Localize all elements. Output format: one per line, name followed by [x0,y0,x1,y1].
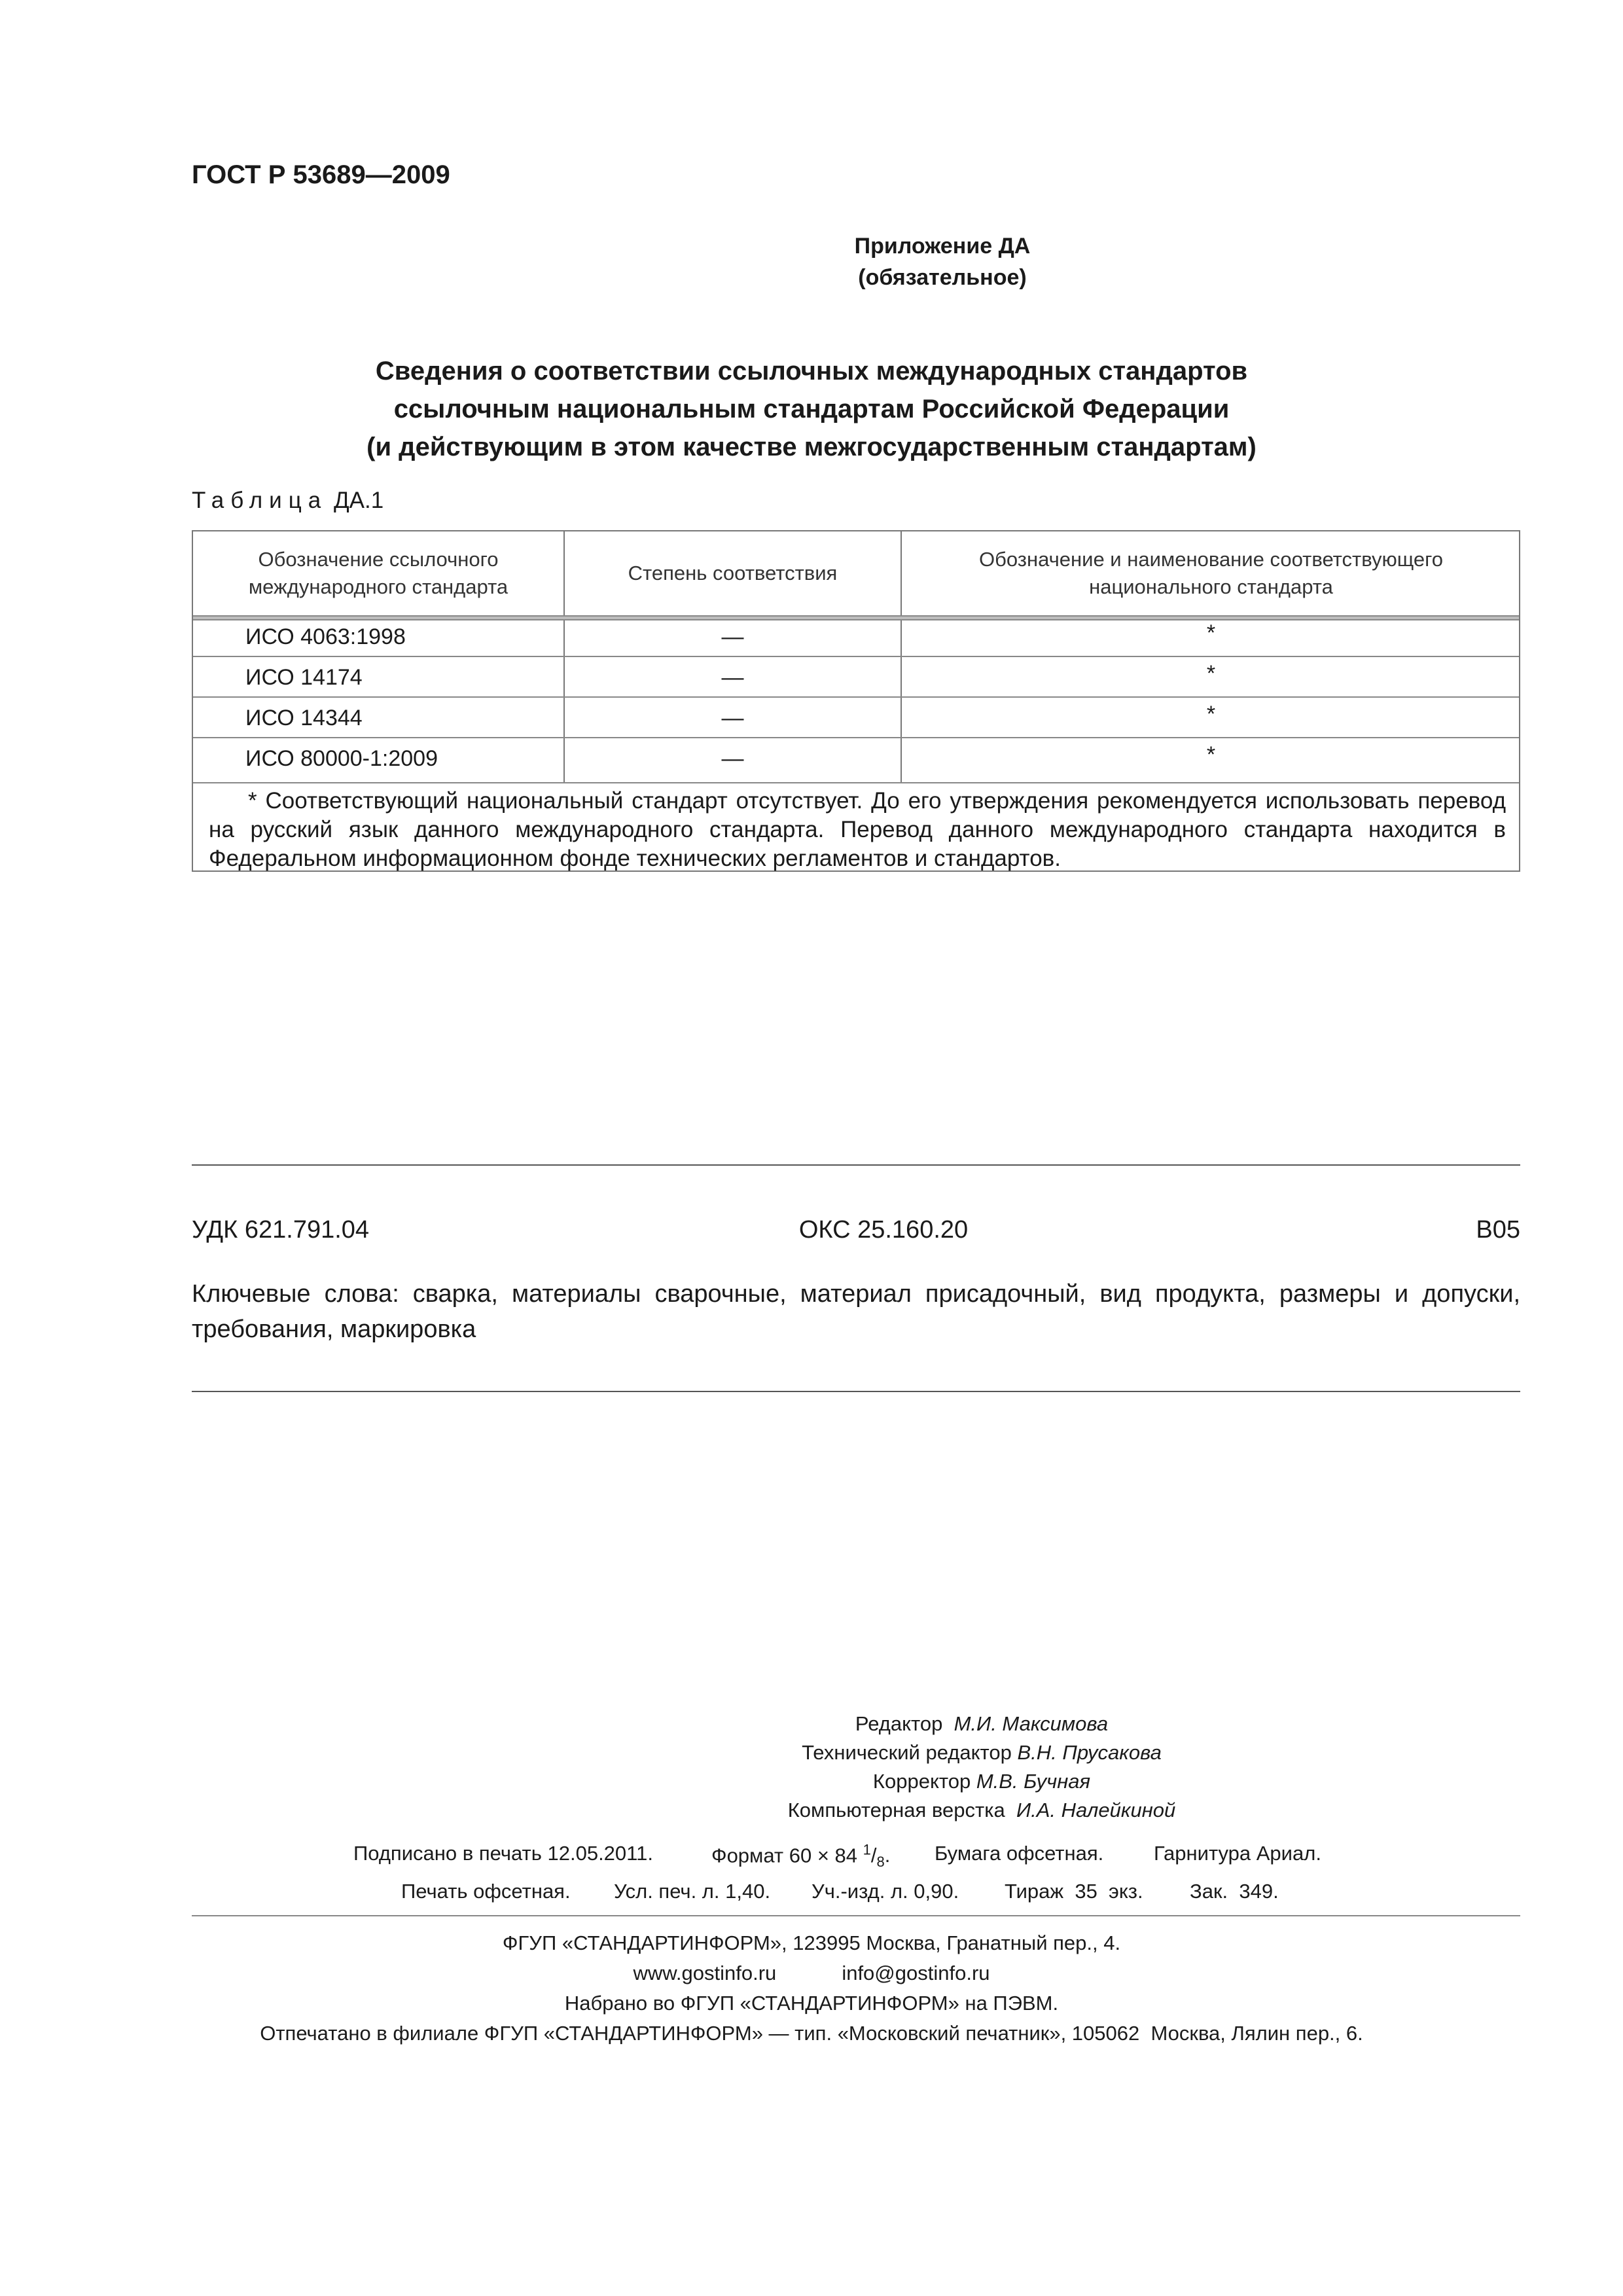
divider-bottom [192,1915,1520,1916]
table-caption [192,488,383,514]
format-label: Формат 60 × 84 [711,1844,858,1867]
table-caption-number: ДА.1 [333,488,384,513]
table-header-designation: Обозначение ссылочного международного стандарта [248,548,508,598]
divider-top [192,1164,1520,1166]
publisher-contacts [0,1958,1623,1988]
heading-line-3: (и действующим в этом качестве межгосударственным стандартам) [366,433,1257,461]
table-row-divider [193,737,1519,738]
section-heading [196,352,1427,466]
print-uch: Уч.-изд. л. 0,90. [812,1880,959,1903]
table-header-separator [193,615,1519,620]
annex-status: (обязательное) [858,265,1027,290]
credit-name: В.Н. Прусакова [1017,1741,1162,1764]
fraction-numerator: 1 [863,1842,871,1858]
keywords: Ключевые слова: сварка, материалы сварочные, материал присадочный, вид продукта, размеры и допуски, требования, маркировка [192,1280,1520,1343]
row-designation: ИСО 80000-1:2009 [245,746,438,771]
table-header-degree: Степень соответствия [628,562,838,584]
print-format [711,1842,890,1871]
row-national: * [1206,620,1216,645]
credit-name: М.В. Бучная [976,1770,1091,1793]
row-national: * [1206,661,1216,686]
document-id: ГОСТ Р 53689—2009 [192,160,450,189]
credit-label: Редактор [855,1712,943,1735]
format-fraction: $^1/_8$. [863,1842,891,1871]
correspondence-table [192,530,1520,872]
table-header-national: Обозначение и наименование соответствующего национального стандарта [978,548,1444,598]
print-method: Печать офсетная. [401,1880,571,1903]
heading-line-2: ссылочным национальным стандартам Российской Федерации [393,395,1230,423]
credit-label: Корректор [872,1770,971,1793]
credit-layout [589,1796,1374,1825]
row-degree: — [721,746,744,771]
row-degree: — [721,665,744,690]
oks-code: ОКС 25.160.20 [798,1216,969,1244]
credit-name: М.И. Максимова [954,1712,1109,1735]
heading-line-1: Сведения о соответствии ссылочных международных стандартов [375,357,1248,386]
table-row-divider [193,696,1519,698]
print-paper: Бумага офсетная. [935,1842,1104,1865]
publisher-address: ФГУП «СТАНДАРТИНФОРМ», 123995 Москва, Гранатный пер., 4. [502,1931,1121,1954]
publisher-website[interactable]: www.gostinfo.ru [633,1962,777,1984]
credits-block [589,1710,1374,1825]
credit-tech-editor [589,1738,1374,1767]
row-national: * [1206,702,1216,726]
row-designation: ИСО 14344 [245,706,363,730]
table-row-divider [193,782,1519,783]
row-national: * [1206,742,1216,767]
classification-code: В05 [1476,1216,1520,1244]
udk-code: УДК 621.791.04 [192,1216,370,1244]
publisher-printed: Отпечатано в филиале ФГУП «СТАНДАРТИНФОРМ» — тип. «Московский печатник», 105062 Москва, Лялин пер., 6. [260,2022,1363,2045]
row-designation: ИСО 4063:1998 [245,624,406,649]
print-usl: Усл. печ. л. 1,40. [614,1880,771,1903]
annex-title: Приложение ДА [854,234,1031,259]
credit-label: Технический редактор [802,1741,1012,1764]
credit-name: И.А. Налейкиной [1016,1799,1176,1821]
row-degree: — [721,624,744,649]
table-footnote: * Соответствующий национальный стандарт отсутствует. До его утверждения рекомендуется использовать перевод на русский язык данного международного стандарта. Перевод данного международного стандарта находится в Федеральном информационном фонде технических регламентов и стандартов. [209,788,1506,871]
print-font: Гарнитура Ариал. [1154,1842,1321,1865]
table-row-divider [193,656,1519,657]
credit-corrector [589,1767,1374,1796]
table-caption-word: Таблица [192,488,328,513]
credit-label: Компьютерная верстка [787,1799,1005,1821]
credit-editor [589,1710,1374,1738]
print-tirazh: Тираж 35 экз. [1005,1880,1143,1903]
print-signed: Подписано в печать 12.05.2011. [353,1842,653,1865]
row-degree: — [721,706,744,730]
publisher-block [0,1928,1623,2049]
print-order: Зак. 349. [1190,1880,1279,1903]
row-designation: ИСО 14174 [245,665,363,690]
fraction-denominator: 8 [876,1854,885,1871]
divider-middle [192,1391,1520,1392]
publisher-email[interactable]: info@gostinfo.ru [842,1962,990,1984]
publisher-typeset: Набрано во ФГУП «СТАНДАРТИНФОРМ» на ПЭВМ. [564,1992,1059,2015]
